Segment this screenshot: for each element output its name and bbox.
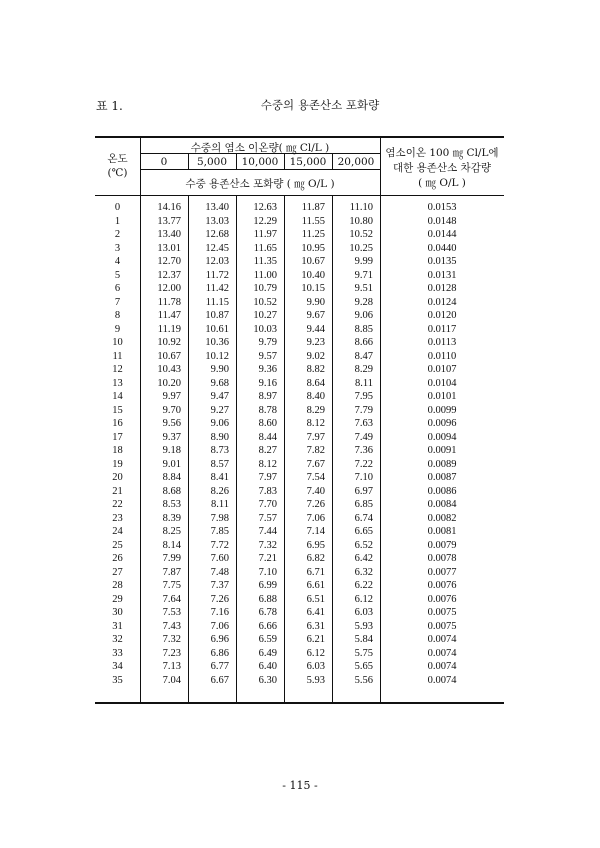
saturation-cell: 9.99 (354, 256, 373, 267)
saturation-cell: 9.97 (162, 391, 181, 402)
temperature-cell: 30 (112, 607, 123, 618)
saturation-cell: 9.01 (162, 458, 181, 470)
reduction-cell: 0.0081 (427, 526, 457, 537)
reduction-cell: 0.0144 (427, 229, 457, 240)
saturation-cell: 8.60 (258, 418, 277, 429)
reduction-cell: 0.0128 (427, 283, 457, 294)
header-diff-line2: 대한 용존산소 차감량 (393, 162, 491, 174)
temperature-cell: 2 (114, 229, 121, 240)
saturation-cell: 10.43 (157, 364, 181, 375)
reduction-cell: 0.0099 (427, 404, 457, 416)
saturation-cell: 10.61 (205, 323, 229, 335)
saturation-cell: 6.41 (306, 607, 325, 618)
temperature-cell: 31 (112, 620, 123, 632)
saturation-cell: 7.79 (354, 404, 373, 416)
saturation-cell: 8.29 (354, 364, 373, 375)
reduction-cell: 0.0120 (427, 310, 457, 321)
temperature-cell: 8 (114, 310, 121, 321)
header-do-label: 수중 용존산소 포화량 ( ㎎ O/L ) (185, 178, 335, 190)
header-chloride-col-20000: 20,000 (337, 156, 375, 168)
saturation-cell: 9.23 (306, 337, 325, 348)
saturation-cell: 9.90 (210, 364, 229, 375)
reduction-cell: 0.0075 (427, 607, 457, 618)
saturation-cell: 8.11 (211, 499, 229, 510)
reduction-cell: 0.0074 (427, 661, 457, 672)
saturation-cell: 6.30 (258, 674, 277, 686)
saturation-cell: 8.53 (162, 499, 181, 510)
saturation-cell: 6.12 (306, 647, 325, 659)
saturation-cell: 10.25 (349, 242, 373, 254)
saturation-cell: 7.04 (162, 674, 181, 686)
saturation-cell: 7.40 (306, 485, 325, 497)
saturation-cell: 9.06 (210, 418, 229, 429)
reduction-cell: 0.0076 (427, 580, 457, 591)
header-chloride-col-10000: 10,000 (241, 156, 279, 168)
saturation-cell: 9.36 (258, 364, 277, 375)
saturation-cell: 7.72 (210, 539, 229, 551)
reduction-cell: 0.0148 (427, 215, 457, 227)
saturation-cell: 12.03 (205, 256, 229, 267)
saturation-cell: 8.44 (258, 431, 277, 443)
saturation-cell: 7.83 (258, 485, 277, 497)
saturation-cell: 7.44 (258, 526, 277, 537)
saturation-cell: 9.28 (354, 296, 373, 308)
temperature-cell: 22 (112, 499, 123, 510)
saturation-cell: 6.86 (210, 647, 229, 659)
saturation-cell: 11.35 (253, 256, 277, 267)
saturation-cell: 7.21 (258, 553, 277, 564)
saturation-cell: 8.47 (354, 350, 373, 362)
saturation-cell: 6.96 (210, 634, 229, 645)
saturation-cell: 6.77 (210, 661, 229, 672)
saturation-cell: 8.14 (162, 539, 181, 551)
saturation-cell: 9.02 (306, 350, 325, 362)
reduction-cell: 0.0082 (427, 512, 457, 524)
temperature-cell: 4 (114, 256, 121, 267)
table-title: 수중의 용존산소 포화량 (260, 98, 380, 112)
saturation-cell: 7.82 (306, 445, 325, 456)
saturation-cell: 10.52 (349, 229, 373, 240)
saturation-cell: 6.42 (354, 553, 373, 564)
temperature-cell: 5 (114, 269, 121, 281)
saturation-cell: 8.40 (306, 391, 325, 402)
saturation-cell: 8.78 (258, 404, 277, 416)
saturation-cell: 7.53 (162, 607, 181, 618)
saturation-cell: 10.79 (253, 283, 277, 294)
header-chloride-group: 수중의 염소 이온량( ㎎ Cl/L ) (190, 142, 330, 154)
temperature-cell: 14 (112, 391, 123, 402)
saturation-cell: 10.40 (301, 269, 325, 281)
reduction-cell: 0.0101 (427, 391, 457, 402)
temperature-cell: 20 (112, 472, 123, 483)
temperature-cell: 3 (114, 242, 121, 254)
saturation-cell: 9.68 (210, 377, 229, 389)
temperature-cell: 13 (112, 377, 123, 389)
saturation-cell: 6.49 (258, 647, 277, 659)
saturation-cell: 6.66 (258, 620, 277, 632)
reduction-cell: 0.0131 (427, 269, 457, 281)
reduction-cell: 0.0077 (427, 566, 457, 578)
saturation-cell: 7.37 (210, 580, 229, 591)
saturation-cell: 9.18 (162, 445, 181, 456)
saturation-cell: 6.85 (354, 499, 373, 510)
saturation-cell: 7.70 (258, 499, 277, 510)
saturation-cell: 12.37 (157, 269, 181, 281)
saturation-cell: 6.78 (258, 607, 277, 618)
saturation-cell: 11.97 (253, 229, 277, 240)
saturation-cell: 8.68 (162, 485, 181, 497)
reduction-cell: 0.0086 (427, 485, 457, 497)
temperature-cell: 25 (112, 539, 123, 551)
saturation-cell: 8.29 (306, 404, 325, 416)
reduction-cell: 0.0440 (427, 242, 457, 254)
header-diff-line3: ( ㎎ O/L ) (418, 177, 466, 189)
header-chloride-col-0: 0 (160, 156, 168, 168)
saturation-cell: 6.22 (354, 580, 373, 591)
saturation-cell: 11.65 (253, 242, 277, 254)
saturation-cell: 12.45 (205, 242, 229, 254)
saturation-cell: 9.16 (258, 377, 277, 389)
saturation-cell: 7.54 (306, 472, 325, 483)
reduction-cell: 0.0074 (427, 674, 457, 686)
saturation-cell: 7.85 (210, 526, 229, 537)
saturation-cell: 11.55 (301, 215, 325, 227)
saturation-cell: 11.78 (157, 296, 181, 308)
saturation-cell: 8.97 (258, 391, 277, 402)
saturation-cell: 10.12 (205, 350, 229, 362)
saturation-cell: 6.99 (258, 580, 277, 591)
temperature-cell: 16 (112, 418, 123, 429)
reduction-cell: 0.0084 (427, 499, 457, 510)
saturation-cell: 10.87 (205, 310, 229, 321)
reduction-cell: 0.0087 (427, 472, 457, 483)
saturation-cell: 7.49 (354, 431, 373, 443)
saturation-cell: 8.73 (210, 445, 229, 456)
saturation-cell: 8.41 (210, 472, 229, 483)
saturation-cell: 11.42 (205, 283, 229, 294)
header-diff-line1: 염소이온 100 ㎎ Cl/L에 (385, 147, 499, 159)
saturation-cell: 10.15 (301, 283, 325, 294)
temperature-cell: 26 (112, 553, 123, 564)
saturation-cell: 6.61 (306, 580, 325, 591)
caption-label: 표 1. (96, 99, 123, 113)
saturation-cell: 8.66 (354, 337, 373, 348)
saturation-cell: 10.92 (157, 337, 181, 348)
saturation-cell: 8.90 (210, 431, 229, 443)
saturation-cell: 8.12 (306, 418, 325, 429)
temperature-cell: 11 (112, 350, 123, 362)
saturation-cell: 11.10 (349, 202, 373, 213)
saturation-cell: 10.52 (253, 296, 277, 308)
temperature-cell: 33 (112, 647, 123, 659)
saturation-cell: 5.75 (354, 647, 373, 659)
saturation-cell: 7.10 (354, 472, 373, 483)
saturation-cell: 10.36 (205, 337, 229, 348)
reduction-cell: 0.0124 (427, 296, 457, 308)
saturation-cell: 13.77 (157, 215, 181, 227)
saturation-cell: 11.25 (301, 229, 325, 240)
saturation-cell: 8.84 (162, 472, 181, 483)
saturation-cell: 11.19 (157, 323, 181, 335)
saturation-cell: 7.64 (162, 593, 181, 605)
saturation-cell: 10.80 (349, 215, 373, 227)
saturation-cell: 7.95 (354, 391, 373, 402)
saturation-cell: 7.87 (162, 566, 181, 578)
saturation-cell: 9.51 (354, 283, 373, 294)
saturation-cell: 7.16 (210, 607, 229, 618)
reduction-cell: 0.0074 (427, 647, 457, 659)
saturation-cell: 5.56 (354, 674, 373, 686)
saturation-cell: 7.97 (306, 431, 325, 443)
saturation-cell: 9.71 (354, 269, 373, 281)
header-chloride-col-15000: 15,000 (289, 156, 327, 168)
saturation-cell: 7.60 (210, 553, 229, 564)
saturation-cell: 9.47 (210, 391, 229, 402)
header-temp-label: 온도 (107, 153, 128, 165)
saturation-cell: 6.97 (354, 485, 373, 497)
saturation-cell: 10.95 (301, 242, 325, 254)
temperature-cell: 10 (112, 337, 123, 348)
saturation-cell: 10.20 (157, 377, 181, 389)
saturation-cell: 6.59 (258, 634, 277, 645)
saturation-cell: 5.93 (354, 620, 373, 632)
temperature-cell: 35 (112, 674, 123, 686)
saturation-cell: 7.32 (258, 539, 277, 551)
temperature-cell: 15 (112, 404, 123, 416)
saturation-cell: 8.64 (306, 377, 325, 389)
saturation-cell: 9.06 (354, 310, 373, 321)
temperature-cell: 18 (112, 445, 123, 456)
saturation-cell: 12.70 (157, 256, 181, 267)
saturation-cell: 11.47 (157, 310, 181, 321)
saturation-cell: 7.22 (354, 458, 373, 470)
saturation-cell: 7.23 (162, 647, 181, 659)
temperature-cell: 32 (112, 634, 123, 645)
saturation-cell: 9.56 (162, 418, 181, 429)
reduction-cell: 0.0096 (427, 418, 457, 429)
saturation-cell: 7.36 (354, 445, 373, 456)
saturation-cell: 7.99 (162, 553, 181, 564)
saturation-cell: 6.71 (306, 566, 325, 578)
reduction-cell: 0.0113 (427, 337, 457, 348)
reduction-cell: 0.0104 (427, 377, 457, 389)
saturation-cell: 6.31 (306, 620, 325, 632)
reduction-cell: 0.0074 (427, 634, 457, 645)
saturation-cell: 5.84 (354, 634, 373, 645)
saturation-cell: 6.95 (306, 539, 325, 551)
temperature-cell: 12 (112, 364, 123, 375)
saturation-cell: 6.82 (306, 553, 325, 564)
reduction-cell: 0.0089 (427, 458, 457, 470)
temperature-cell: 28 (112, 580, 123, 591)
table-header-rule (95, 195, 504, 196)
saturation-cell: 10.27 (253, 310, 277, 321)
saturation-cell: 6.32 (354, 566, 373, 578)
reduction-cell: 0.0078 (427, 553, 457, 564)
reduction-cell: 0.0107 (427, 364, 457, 375)
saturation-cell: 11.15 (205, 296, 229, 308)
saturation-cell: 7.75 (162, 580, 181, 591)
saturation-cell: 9.70 (162, 404, 181, 416)
saturation-cell: 6.03 (306, 661, 325, 672)
temperature-cell: 17 (112, 431, 123, 443)
saturation-cell: 7.32 (162, 634, 181, 645)
reduction-cell: 0.0091 (427, 445, 457, 456)
saturation-cell: 7.98 (210, 512, 229, 524)
saturation-cell: 5.65 (354, 661, 373, 672)
saturation-cell: 6.52 (354, 539, 373, 551)
temperature-cell: 9 (114, 323, 121, 335)
saturation-cell: 6.65 (354, 526, 373, 537)
temperature-cell: 21 (112, 485, 123, 497)
saturation-cell: 10.67 (157, 350, 181, 362)
temperature-cell: 19 (112, 458, 123, 470)
saturation-cell: 7.06 (210, 620, 229, 632)
reduction-cell: 0.0117 (427, 323, 457, 335)
table-top-rule (95, 136, 504, 138)
temperature-cell: 6 (114, 283, 121, 294)
reduction-cell: 0.0153 (427, 202, 457, 213)
saturation-cell: 9.57 (258, 350, 277, 362)
header-temp-unit: (℃) (107, 167, 128, 179)
temperature-cell: 7 (114, 296, 121, 308)
saturation-cell: 9.67 (306, 310, 325, 321)
saturation-cell: 8.27 (258, 445, 277, 456)
saturation-cell: 7.48 (210, 566, 229, 578)
page-number: - 115 - (282, 779, 318, 792)
saturation-cell: 8.12 (258, 458, 277, 470)
reduction-cell: 0.0110 (427, 350, 457, 362)
saturation-cell: 8.82 (306, 364, 325, 375)
saturation-cell: 11.00 (253, 269, 277, 281)
saturation-cell: 7.57 (258, 512, 277, 524)
saturation-cell: 6.40 (258, 661, 277, 672)
reduction-cell: 0.0076 (427, 593, 457, 605)
saturation-cell: 7.97 (258, 472, 277, 483)
saturation-cell: 7.43 (162, 620, 181, 632)
saturation-cell: 7.14 (306, 526, 325, 537)
reduction-cell: 0.0094 (427, 431, 457, 443)
saturation-cell: 12.63 (253, 202, 277, 213)
saturation-cell: 7.26 (210, 593, 229, 605)
saturation-cell: 7.63 (354, 418, 373, 429)
temperature-cell: 29 (112, 593, 123, 605)
saturation-cell: 11.87 (301, 202, 325, 213)
saturation-cell: 6.21 (306, 634, 325, 645)
saturation-cell: 7.06 (306, 512, 325, 524)
saturation-cell: 13.01 (157, 242, 181, 254)
temperature-cell: 23 (112, 512, 123, 524)
saturation-cell: 7.13 (162, 661, 181, 672)
saturation-cell: 5.93 (306, 674, 325, 686)
saturation-cell: 6.03 (354, 607, 373, 618)
saturation-cell: 13.40 (157, 229, 181, 240)
saturation-cell: 7.10 (258, 566, 277, 578)
saturation-cell: 11.72 (205, 269, 229, 281)
saturation-cell: 9.79 (258, 337, 277, 348)
header-divider (140, 169, 380, 170)
temperature-cell: 34 (112, 661, 123, 672)
temperature-cell: 1 (114, 215, 121, 227)
saturation-cell: 7.67 (306, 458, 325, 470)
table-bottom-rule (95, 702, 504, 704)
saturation-cell: 12.00 (157, 283, 181, 294)
temperature-cell: 24 (112, 526, 123, 537)
temperature-cell: 27 (112, 566, 123, 578)
reduction-cell: 0.0135 (427, 256, 457, 267)
saturation-cell: 8.39 (162, 512, 181, 524)
temperature-cell: 0 (114, 202, 121, 213)
saturation-cell: 9.44 (306, 323, 325, 335)
saturation-cell: 10.03 (253, 323, 277, 335)
saturation-cell: 6.74 (354, 512, 373, 524)
saturation-cell: 6.88 (258, 593, 277, 605)
header-chloride-col-5000: 5,000 (196, 156, 228, 168)
saturation-cell: 8.85 (354, 323, 373, 335)
saturation-cell: 12.68 (205, 229, 229, 240)
saturation-cell: 13.40 (205, 202, 229, 213)
saturation-cell: 9.37 (162, 431, 181, 443)
reduction-cell: 0.0075 (427, 620, 457, 632)
reduction-cell: 0.0079 (427, 539, 457, 551)
saturation-cell: 10.67 (301, 256, 325, 267)
saturation-cell: 13.03 (205, 215, 229, 227)
saturation-cell: 9.90 (306, 296, 325, 308)
saturation-cell: 6.67 (210, 674, 229, 686)
saturation-cell: 8.11 (355, 377, 373, 389)
saturation-cell: 6.12 (354, 593, 373, 605)
saturation-cell: 14.16 (157, 202, 181, 213)
saturation-cell: 12.29 (253, 215, 277, 227)
saturation-cell: 7.26 (306, 499, 325, 510)
saturation-cell: 8.26 (210, 485, 229, 497)
saturation-cell: 9.27 (210, 404, 229, 416)
saturation-cell: 8.57 (210, 458, 229, 470)
saturation-cell: 8.25 (162, 526, 181, 537)
saturation-cell: 6.51 (306, 593, 325, 605)
